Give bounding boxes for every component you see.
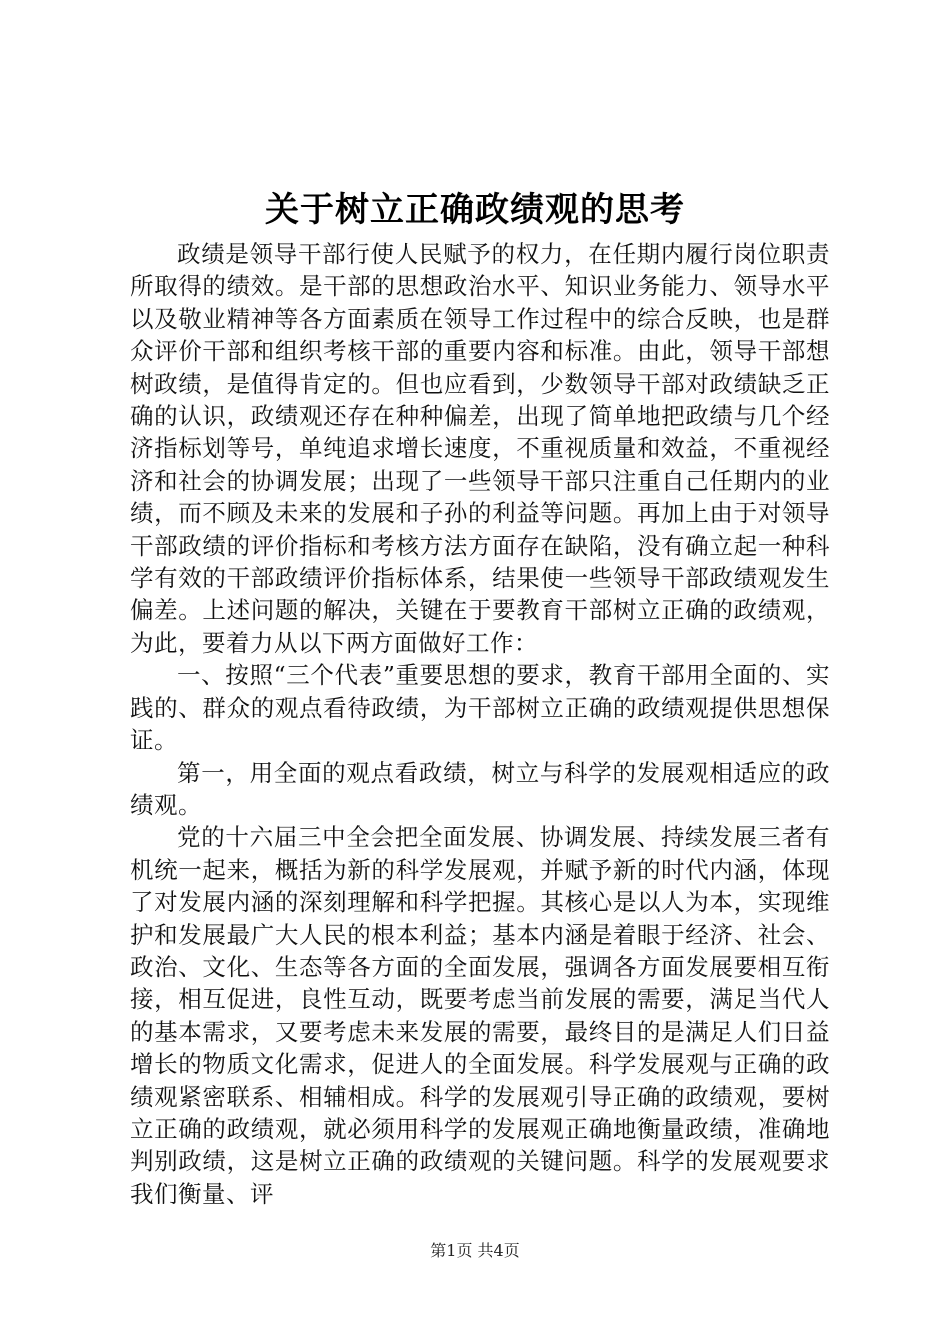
paragraph-scientific-development: 党的十六届三中全会把全面发展、协调发展、持续发展三者有机统一起来，概括为新的科学发展观，并赋予新的时代内涵，体现了对发展内涵的深刻理解和科学把握。其核心是以人为本，实现维护和发展最广大人民的根本利益；基本内涵是着眼于经济、社会、政治、文化、生态等各方面的全面发展，强调各方面发展要相互衔接，相互促进，良性互动，既要考虑当前发展的需要，满足当代人的基本需求，又要考虑未来发展的需要，最终目的是满足人们日益增长的物质文化需求，促进人的全面发展。科学发展观与正确的政绩观紧密联系、相辅相成。科学的发展观引导正确的政绩观，要树立正确的政绩观，就必须用科学的发展观正确地衡量政绩，准确地判别政绩，这是树立正确的政绩观的关键问题。科学的发展观要求我们衡量、评: [130, 823, 830, 1208]
paragraph-intro: 政绩是领导干部行使人民赋予的权力，在任期内履行岗位职责所取得的绩效。是干部的思想政治水平、知识业务能力、领导水平以及敬业精神等各方面素质在领导工作过程中的综合反映，也是群众评价干部和组织考核干部的重要内容和标准。由此，领导干部想树政绩，是值得肯定的。但也应看到，少数领导干部对政绩缺乏正确的认识，政绩观还存在种种偏差，出现了简单地把政绩与几个经济指标划等号，单纯追求增长速度，不重视质量和效益，不重视经济和社会的协调发展；出现了一些领导干部只注重自己任期内的业绩，而不顾及未来的发展和子孙的利益等问题。再加上由于对领导干部政绩的评价指标和考核方法方面存在缺陷，没有确立起一种科学有效的干部政绩评价指标体系，结果使一些领导干部政绩观发生偏差。上述问题的解决，关键在于要教育干部树立正确的政绩观，为此，要着力从以下两方面做好工作：: [130, 240, 830, 657]
paragraph-section-one-heading: 一、按照“三个代表”重要思想的要求，教育干部用全面的、实践的、群众的观点看待政绩，为干部树立正确的政绩观提供思想保证。: [130, 661, 830, 755]
document-body: [130, 238, 830, 1210]
paragraph-point-one: 第一，用全面的观点看政绩，树立与科学的发展观相适应的政绩观。: [130, 758, 830, 819]
page-footer: 第1页 共4页: [430, 1241, 520, 1260]
document-title: 关于树立正确政绩观的思考: [265, 190, 685, 230]
